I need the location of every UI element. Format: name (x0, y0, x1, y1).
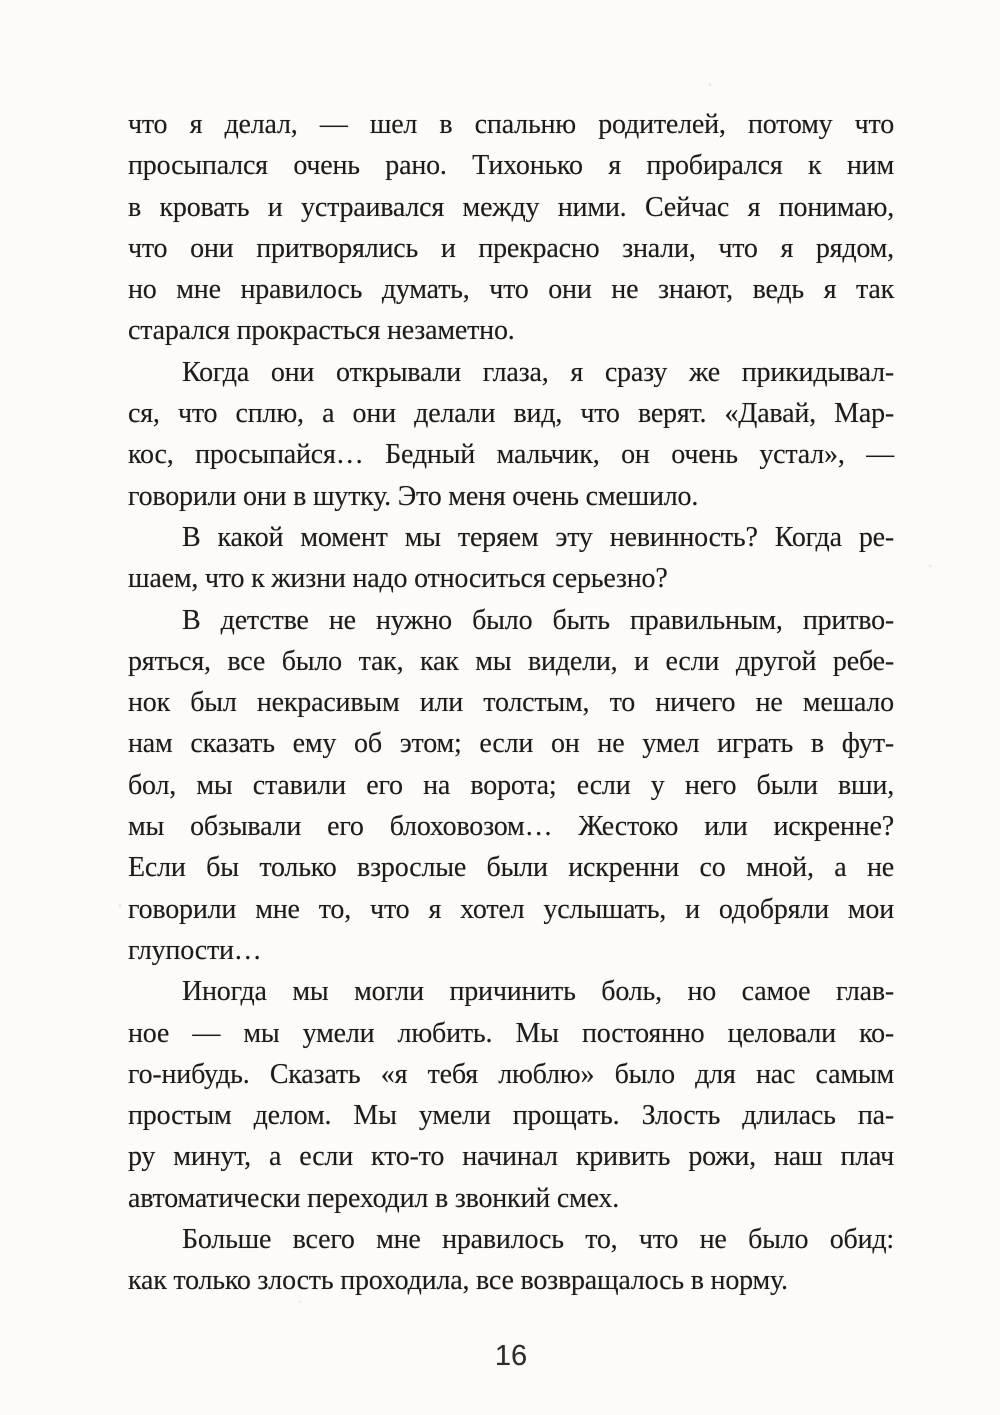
paragraph (128, 600, 894, 972)
text-line: ряться, все было так, как мы видели, и если другой ребе- (128, 645, 894, 677)
text-line: говорили мне то, что я хотел услышать, и одобряли мои (128, 893, 894, 925)
text-line: го-нибудь. Сказать «я тебя люблю» было для нас самым (128, 1058, 894, 1090)
text-line: нок был некрасивым или толстым, то ничего не мешало (128, 687, 894, 719)
text-line: старался прокрасться незаметно. (128, 315, 515, 347)
text-line: Если бы только взрослые были искренни со мной, а не (128, 852, 894, 884)
text-line: что я делал, — шел в спальню родителей, потому что (128, 109, 894, 140)
text-line: Когда они открывали глаза, я сразу же прикидывал- (182, 356, 894, 388)
text-line: В детстве не нужно было быть правильным, притво- (182, 604, 894, 636)
text-line: простым делом. Мы умели прощать. Злость длилась па- (128, 1100, 894, 1132)
text-line: просыпался очень рано. Тихонько я пробирался к ним (128, 150, 894, 182)
text-line: бол, мы ставили его на ворота; если у него были вши, (128, 769, 894, 801)
page-text (128, 104, 894, 1302)
text-line: как только злость проходила, все возвращалось в норму. (128, 1265, 788, 1297)
text-line: ру минут, а если кто-то начинал кривить рожи, наш плач (128, 1141, 894, 1173)
text-line: но мне нравилось думать, что они не знают, ведь я так (128, 274, 894, 306)
text-line: что они притворялись и прекрасно знали, что я рядом, (128, 232, 894, 264)
text-line: глупости… (128, 934, 262, 966)
text-line: шаем, что к жизни надо относиться серьезно? (128, 563, 668, 595)
text-line: Больше всего мне нравилось то, что не было обид: (182, 1224, 894, 1256)
text-line: ся, что сплю, а они делали вид, что верят. «Давай, Мар- (128, 398, 894, 430)
text-line: кос, просыпайся… Бедный мальчик, он очень устал», — (128, 439, 894, 471)
text-line: говорили они в шутку. Это меня очень смешило. (128, 480, 699, 512)
paragraph (128, 971, 894, 1219)
text-line: нам сказать ему об этом; если он не умел играть в фут- (128, 728, 894, 760)
text-line: автоматически переходил в звонкий смех. (128, 1182, 620, 1214)
text-line: ное — мы умели любить. Мы постоянно целовали ко- (128, 1017, 894, 1049)
text-line: В какой момент мы теряем эту невинность? Когда ре- (182, 521, 894, 553)
paragraph (128, 104, 894, 352)
page-number: 16 (494, 1340, 528, 1372)
text-line: Иногда мы могли причинить боль, но самое глав- (182, 976, 894, 1008)
text-line: мы обзывали его блоховозом… Жестоко или искренне? (128, 811, 894, 843)
paragraph (128, 1219, 894, 1302)
paragraph (128, 517, 894, 600)
paragraph (128, 352, 894, 517)
text-line: в кровать и устраивался между ними. Сейчас я понимаю, (128, 191, 894, 223)
